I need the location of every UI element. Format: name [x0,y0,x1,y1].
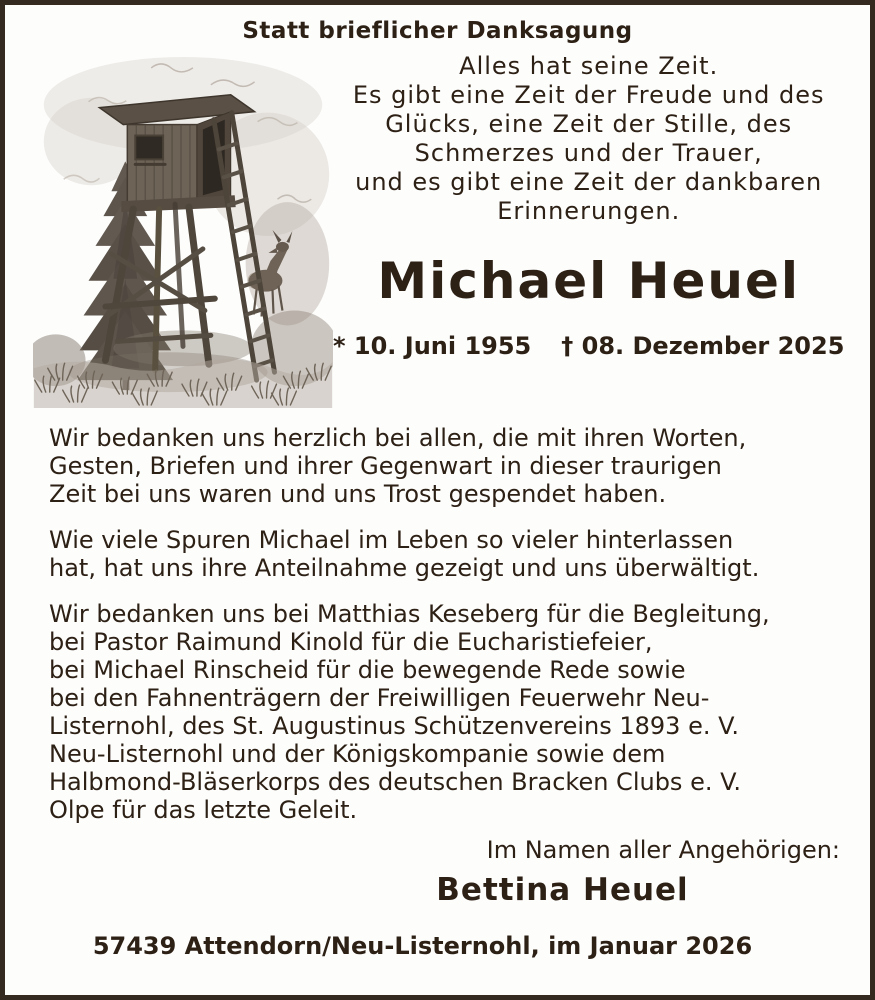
right-column [333,50,870,408]
paragraph-line: Zeit bei uns waren und uns Trost gespendet haben. [49,480,667,508]
paragraph-line: Wie viele Spuren Michael im Leben so vieler hinterlassen [49,526,734,554]
poem-line: Erinnerungen. [497,197,681,225]
paragraph-line: bei Pastor Raimund Kinold für die Eucharistiefeier, [49,628,653,656]
memorial-poem [333,52,844,226]
paragraph-line: hat, hat uns ihre Anteilnahme gezeigt und uns überwältigt. [49,554,760,582]
mourner-name: Bettina Heuel [436,872,689,908]
preheader-text: Statt brieflicher Danksagung [242,18,633,44]
poem-line: und es gibt eine Zeit der dankbaren [355,168,823,196]
closing-intro: Im Namen aller Angehörigen: [486,836,840,864]
poem-line: Glücks, eine Zeit der Stille, des [385,110,793,138]
place-and-date-line: 57439 Attendorn/Neu-Listernohl, im Januar 2026 [92,932,753,960]
thanks-paragraph-2 [49,526,842,582]
poem-line: Alles hat seine Zeit. [459,52,719,80]
paragraph-line: Wir bedanken uns herzlich bei allen, die mit ihren Worten, [49,424,747,452]
thanks-paragraph-3 [49,600,842,824]
body-text [5,424,870,824]
poem-line: Es gibt eine Zeit der Freude und des [352,81,825,109]
paragraph-line: bei den Fahnenträgern der Freiwilligen Feuerwehr Neu- [49,684,710,712]
top-section [5,50,870,408]
paragraph-line: Neu-Listernohl und der Königskompanie sowie dem [49,740,666,768]
hunting-stand-illustration [33,50,333,408]
paragraph-line: Gesten, Briefen und ihrer Gegenwart in dieser traurigen [49,452,722,480]
paragraph-line: Halbmond-Bläserkorps des deutschen Bracken Clubs e. V. [49,768,742,796]
paragraph-line: Olpe für das letzte Geleit. [49,796,358,824]
paragraph-line: Wir bedanken uns bei Matthias Keseberg für die Begleitung, [49,600,770,628]
paragraph-line: Listernohl, des St. Augustinus Schützenvereins 1893 e. V. [49,712,740,740]
life-dates [333,332,844,360]
deceased-name: Michael Heuel [377,252,801,310]
poem-line: Schmerzes und der Trauer, [414,139,763,167]
birth-date: * 10. Juni 1955 [333,332,532,360]
death-date: † 08. Dezember 2025 [561,332,845,360]
paragraph-line: bei Michael Rinscheid für die bewegende Rede sowie [49,656,686,684]
thanks-paragraph-1 [49,424,842,508]
